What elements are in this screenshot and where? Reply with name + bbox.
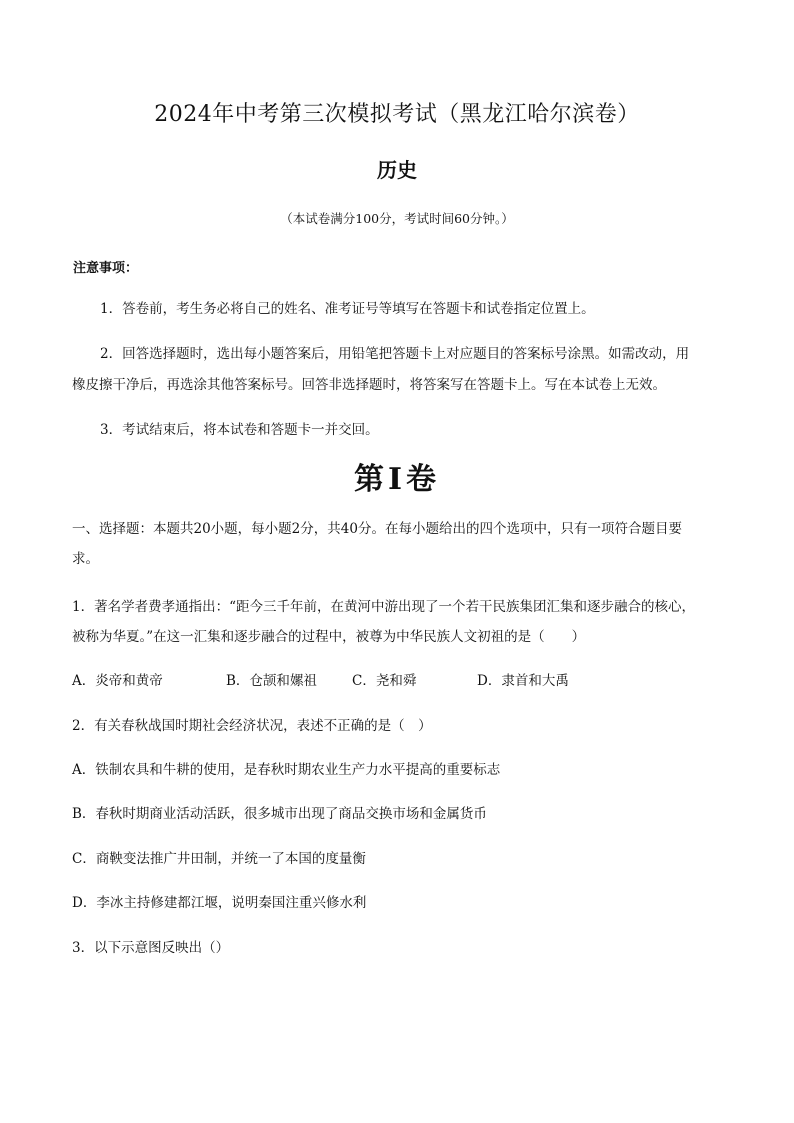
question-1-option-a: A．炎帝和黄帝 [72,673,163,689]
volume-title: 第I卷 [353,462,441,497]
notice-heading: 注意事项： [73,261,139,276]
section-heading-line-2: 求。 [72,551,99,567]
question-1-option-d: D．隶首和大禹 [477,673,569,689]
exam-title: 2024年中考第三次模拟考试（黑龙江哈尔滨卷） [154,102,640,127]
question-1-line-1: 1．著名学者费孝通指出：“距今三千年前，在黄河中游出现了一个若干民族集团汇集和逐步融合的核心， [72,599,695,615]
notice-item-2-line-2: 橡皮擦干净后，再选涂其他答案标号。回答非选择题时，将答案写在答题卡上。写在本试卷上无效。 [72,377,666,393]
score-time-note: （本试卷满分100分，考试时间60分钟。） [280,211,514,226]
section-heading-line-1: 一、选择题：本题共20小题，每小题2分，共40分。在每小题给出的四个选项中，只有一项符合题目要 [72,521,682,537]
question-1-options [72,671,672,691]
subject-title: 历史 [377,158,417,182]
question-2-stem: 2．有关春秋战国时期社会经济状况，表述不正确的是（ ） [72,718,432,734]
question-1-line-2: 被称为华夏。”在这一汇集和逐步融合的过程中，被尊为中华民族人文初祖的是（ ） [72,629,586,645]
notice-item-1: 1．答卷前，考生务必将自己的姓名、准考证号等填写在答题卡和试卷指定位置上。 [100,301,595,317]
question-1-option-c: C．尧和舜 [352,673,417,689]
notice-item-3: 3．考试结束后，将本试卷和答题卡一并交回。 [100,422,379,438]
question-3-stem: 3．以下示意图反映出（） [72,940,230,956]
question-2-option-c: C．商鞅变法推广井田制，并统一了本国的度量衡 [72,851,366,867]
notice-item-2-line-1: 2．回答选择题时，选出每小题答案后，用铅笔把答题卡上对应题目的答案标号涂黑。如需改动，用 [100,346,690,362]
question-1-option-b: B．仓颉和嫘祖 [226,673,317,689]
question-2-option-a: A．铁制农具和牛耕的使用，是春秋时期农业生产力水平提高的重要标志 [72,762,501,778]
question-2-option-d: D．李冰主持修建都江堰，说明秦国注重兴修水利 [72,895,367,911]
question-2-option-b: B．春秋时期商业活动活跃，很多城市出现了商品交换市场和金属货币 [72,806,487,822]
